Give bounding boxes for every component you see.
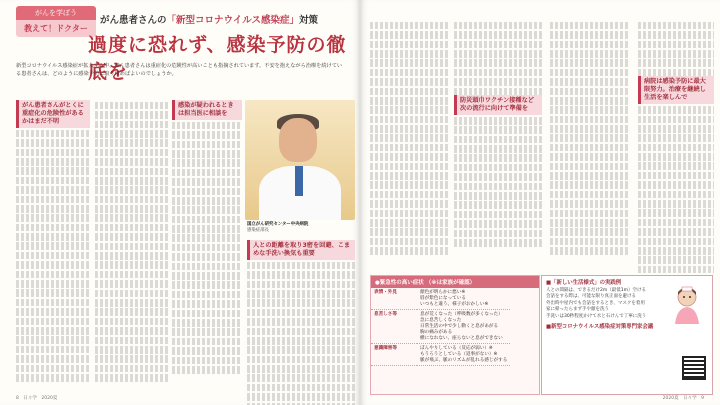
series-suffix: 対策 xyxy=(298,15,318,26)
row-items xyxy=(417,288,510,310)
column-7 xyxy=(550,20,630,255)
column-4 xyxy=(247,240,355,405)
column-1 xyxy=(16,100,90,382)
list-item: 胸の痛みがある xyxy=(420,329,453,335)
column-2 xyxy=(95,100,169,382)
caption-role: 感染症部長 xyxy=(247,228,269,233)
page-number-right: 2020夏 日々学 9 xyxy=(662,396,704,401)
row-label: 息苦しさ等 xyxy=(371,310,417,344)
badge-bottom: 教えて！ドクター xyxy=(16,20,96,37)
table-row xyxy=(371,344,510,366)
page-title: 過度に恐れず、感染予防の徹底を xyxy=(88,34,347,83)
list-item: 唇が紫色になっている xyxy=(420,295,466,301)
row-items xyxy=(417,310,510,344)
info-line: 家に帰ったらまず手や顔を洗う xyxy=(546,307,609,313)
info-title-2: ■新型コロナウイルス感染症対策専門家会議 xyxy=(546,324,654,331)
list-item: 日常生活の中で少し動くと息があがる xyxy=(420,323,499,329)
page-number-left: 8 日々学 2020夏 xyxy=(16,396,58,401)
list-item: いつもと違う、様子がおかしい※ xyxy=(420,301,489,307)
section-heading-2: 感染が疑われるときは担当医に相談を xyxy=(172,100,242,120)
series-badge xyxy=(16,6,96,42)
caption-affiliation: 国立がん研究センター中央病院 xyxy=(247,222,309,227)
urgent-symptoms-box xyxy=(370,275,540,395)
info-line: 人との間隔は、できるだけ2m（最低1m）空ける xyxy=(546,288,646,293)
series-prefix: がん患者さんの xyxy=(100,15,167,26)
series-highlight: 「新型コロナウイルス感染症」 xyxy=(166,15,299,26)
checklist-title xyxy=(371,276,539,288)
list-item: 息が荒くなった（呼吸数が多くなった） xyxy=(420,311,503,317)
section-heading-3: 人との距離を取り3密を回避、こまめな手洗い換気も重要 xyxy=(247,240,355,260)
section-heading-1: がん患者さんがとくに重症化の危険性があるかはまだ不明 xyxy=(16,100,90,128)
column-3 xyxy=(172,100,242,374)
checklist-table xyxy=(371,288,510,366)
photo-caption xyxy=(247,222,355,234)
section-heading-4: 防災頭巾ワクチン接種など次の流行に向けて準備を xyxy=(454,95,542,115)
doctor-photo xyxy=(245,100,355,220)
info-line: 手洗いは30秒程度かけて水と石けんで丁寧に洗う xyxy=(546,313,647,319)
row-label: 意識障害等 xyxy=(371,344,417,366)
series-title xyxy=(100,12,318,26)
list-item: ぼんやりしている（反応が弱い）※ xyxy=(420,345,493,351)
qr-code-icon xyxy=(682,356,706,380)
checklist-title-text: ●緊急性の高い症状 xyxy=(375,280,424,286)
column-8 xyxy=(638,20,714,273)
badge-top: がんを学ぼう xyxy=(16,6,96,20)
column-5 xyxy=(370,20,448,255)
row-label: 表情・外見 xyxy=(371,288,417,310)
list-item: 脈が飛ぶ、脈のリズムが乱れる感じがする xyxy=(420,357,508,363)
lead-paragraph: 新型コロナウイルス感染症が拡大する中、がん患者さんは重症化の危険性が高いことも指摘されています。不安を抱えながら治療を続けている患者さんは、どのように感染予防に取り組めばよいのでしょうか。 xyxy=(16,63,343,77)
table-row xyxy=(371,288,510,310)
info-line: 会話をする際は、可能な限り真正面を避ける xyxy=(546,294,636,300)
list-item: 急に息苦しくなった xyxy=(420,317,462,323)
list-item: もうろうとしている（返事がない）※ xyxy=(420,351,498,357)
section-heading-5: 病院は感染予防に最大限努力。治療を継続し生活を楽しんで xyxy=(638,76,714,104)
table-row xyxy=(371,310,510,344)
nurse-illustration-icon xyxy=(665,284,709,324)
info-title: ■「新しい生活様式」の実践例 xyxy=(546,280,622,286)
list-item: 顔色が明らかに悪い※ xyxy=(420,289,466,295)
column-6 xyxy=(454,20,542,247)
list-item: 横になれない、座らないと息ができない xyxy=(420,335,503,341)
info-line: 外出時や屋内でも会話をするとき、マスクを着用 xyxy=(546,300,645,306)
checklist-note: （※は家族が確認） xyxy=(425,280,476,286)
row-items xyxy=(417,344,510,366)
